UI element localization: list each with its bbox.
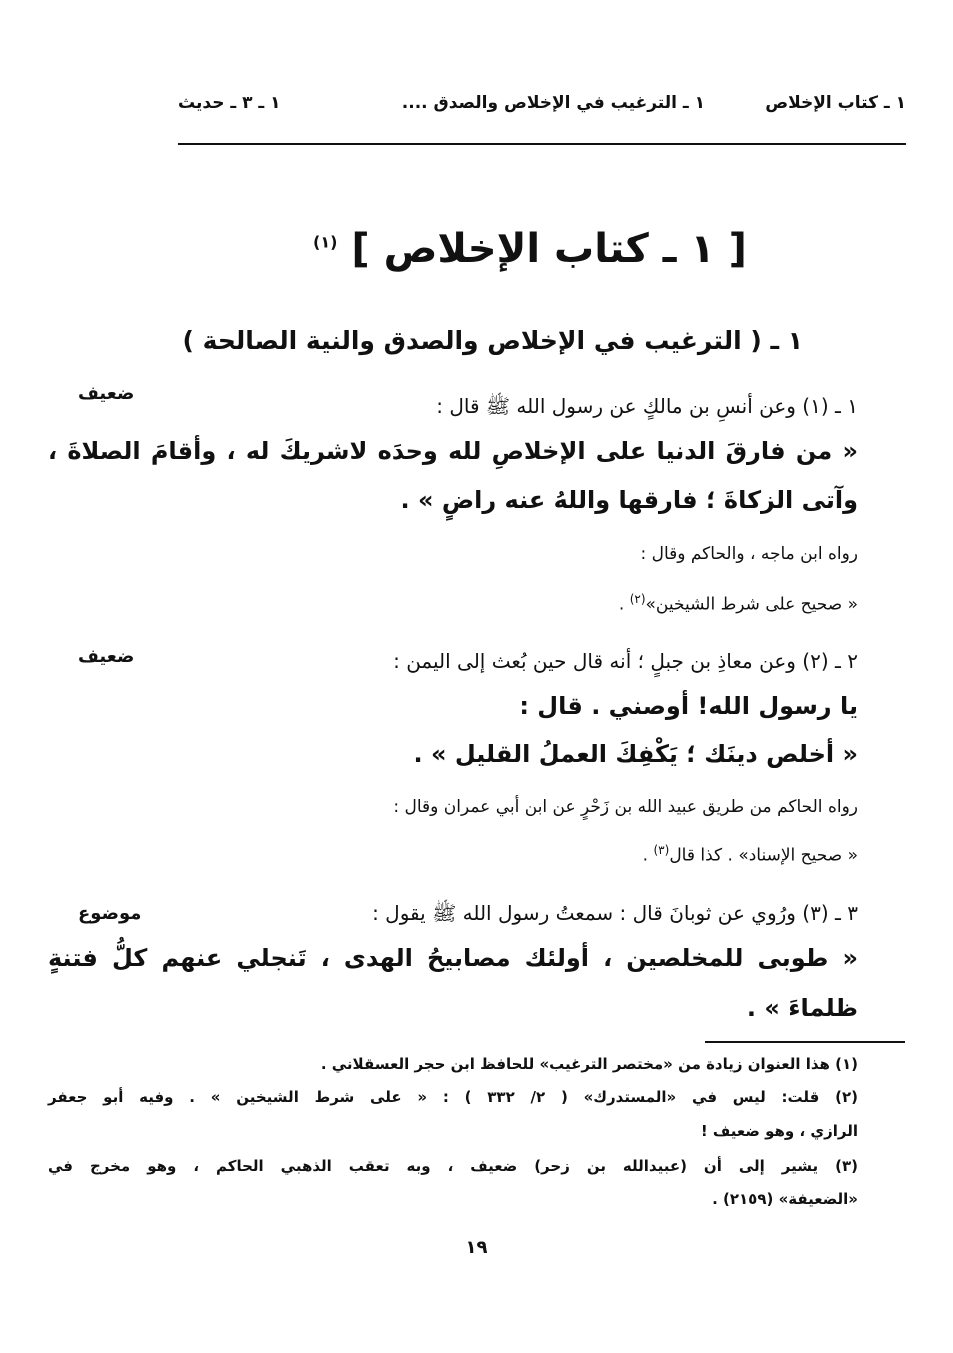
hadith-grade: ضعيف: [78, 383, 135, 404]
running-header-range: ١ ـ ٣ ـ حديث: [178, 93, 281, 113]
book-title-text: [ ١ ـ كتاب الإخلاص ]: [351, 226, 747, 272]
book-title: [300, 226, 760, 272]
footnote-1: (١) هذا العنوان زيادة من «مختصر الترغيب» للحافظ ابن حجر العسقلاني .: [320, 1055, 858, 1073]
hadith-text-line-2: ظلماءَ » .: [746, 994, 858, 1022]
hadith-text-line-1: « طوبى للمخلصين ، أولئك مصابيحُ الهدى ، تَنجلي عنهم كلُّ فتنةٍ: [48, 944, 858, 972]
hadith-intro: ١ ـ (١) وعن أنسِ بن مالكٍ عن رسول الله ﷺ قال :: [436, 394, 858, 418]
source-end: .: [618, 594, 630, 615]
hadith-grade: موضوع: [78, 903, 142, 924]
page-number: ١٩: [465, 1237, 488, 1258]
footnote-3: (٣) يشير إلى أن (عبيدالله بن زحر) ضعيف ، وبه تعقب الذهبي الحاكم ، وهو مخرج في: [48, 1157, 858, 1175]
footnote-ref: (٣): [653, 843, 670, 857]
hadith-source-line-1: رواه ابن ماجه ، والحاكم وقال :: [640, 544, 858, 564]
hadith-intro: ٣ ـ (٣) ورُوي عن ثوبانَ قال : سمعتُ رسول الله ﷺ يقول :: [372, 901, 858, 925]
hadith-text-line-1: « من فارقَ الدنيا على الإخلاصِ لله وحدَه لاشريكَ له ، وأقامَ الصلاةَ ،: [48, 437, 858, 465]
hadith-source-line-1: رواه الحاكم من طريق عبيد الله بن زَحْرٍ عن ابن أبي عمران وقال :: [393, 797, 858, 817]
footnote-2-continued: الرازي ، وهو ضعيف !: [700, 1122, 858, 1140]
running-header-book: ١ ـ كتاب الإخلاص: [765, 93, 906, 113]
book-title-footnote-ref: (١): [313, 232, 338, 252]
hadith-text-line-2: « أخلص دينَك ؛ يَكْفِكَ العملُ القليل » .: [413, 740, 858, 768]
source-quote: « صحيح الإسناد» . كذا قال: [669, 845, 858, 866]
header-rule: [178, 143, 906, 145]
footnote-2: (٢) قلت: ليس في «المستدرك» ( ٢/ ٣٣٢ ) : « على شرط الشيخين » . وفيه أبو جعفر: [48, 1088, 859, 1106]
section-title: ١ ـ ( الترغيب في الإخلاص والصدق والنية الصالحة ): [182, 326, 803, 355]
footnote-rule: [705, 1041, 905, 1043]
hadith-text-line-1: يا رسول الله! أوصني . قال :: [519, 692, 858, 720]
hadith-source-line-2: [643, 843, 858, 866]
source-end: .: [642, 845, 654, 866]
hadith-grade: ضعيف: [78, 646, 135, 667]
source-quote: « صحيح على شرط الشيخين»: [645, 594, 858, 615]
hadith-text-line-2: وآتى الزكاةَ ؛ فارقها واللهُ عنه راضٍ » .: [400, 486, 858, 514]
hadith-intro: ٢ ـ (٢) وعن معاذِ بن جبلٍ ؛ أنه قال حين بُعث إلى اليمن :: [393, 649, 858, 673]
footnote-3-continued: «الضعيفة» (٢١٥٩) .: [712, 1190, 858, 1208]
running-header-chapter: ١ ـ الترغيب في الإخلاص والصدق ....: [401, 93, 705, 113]
hadith-source-line-2: [619, 592, 858, 615]
footnote-ref: (٢): [629, 592, 646, 606]
